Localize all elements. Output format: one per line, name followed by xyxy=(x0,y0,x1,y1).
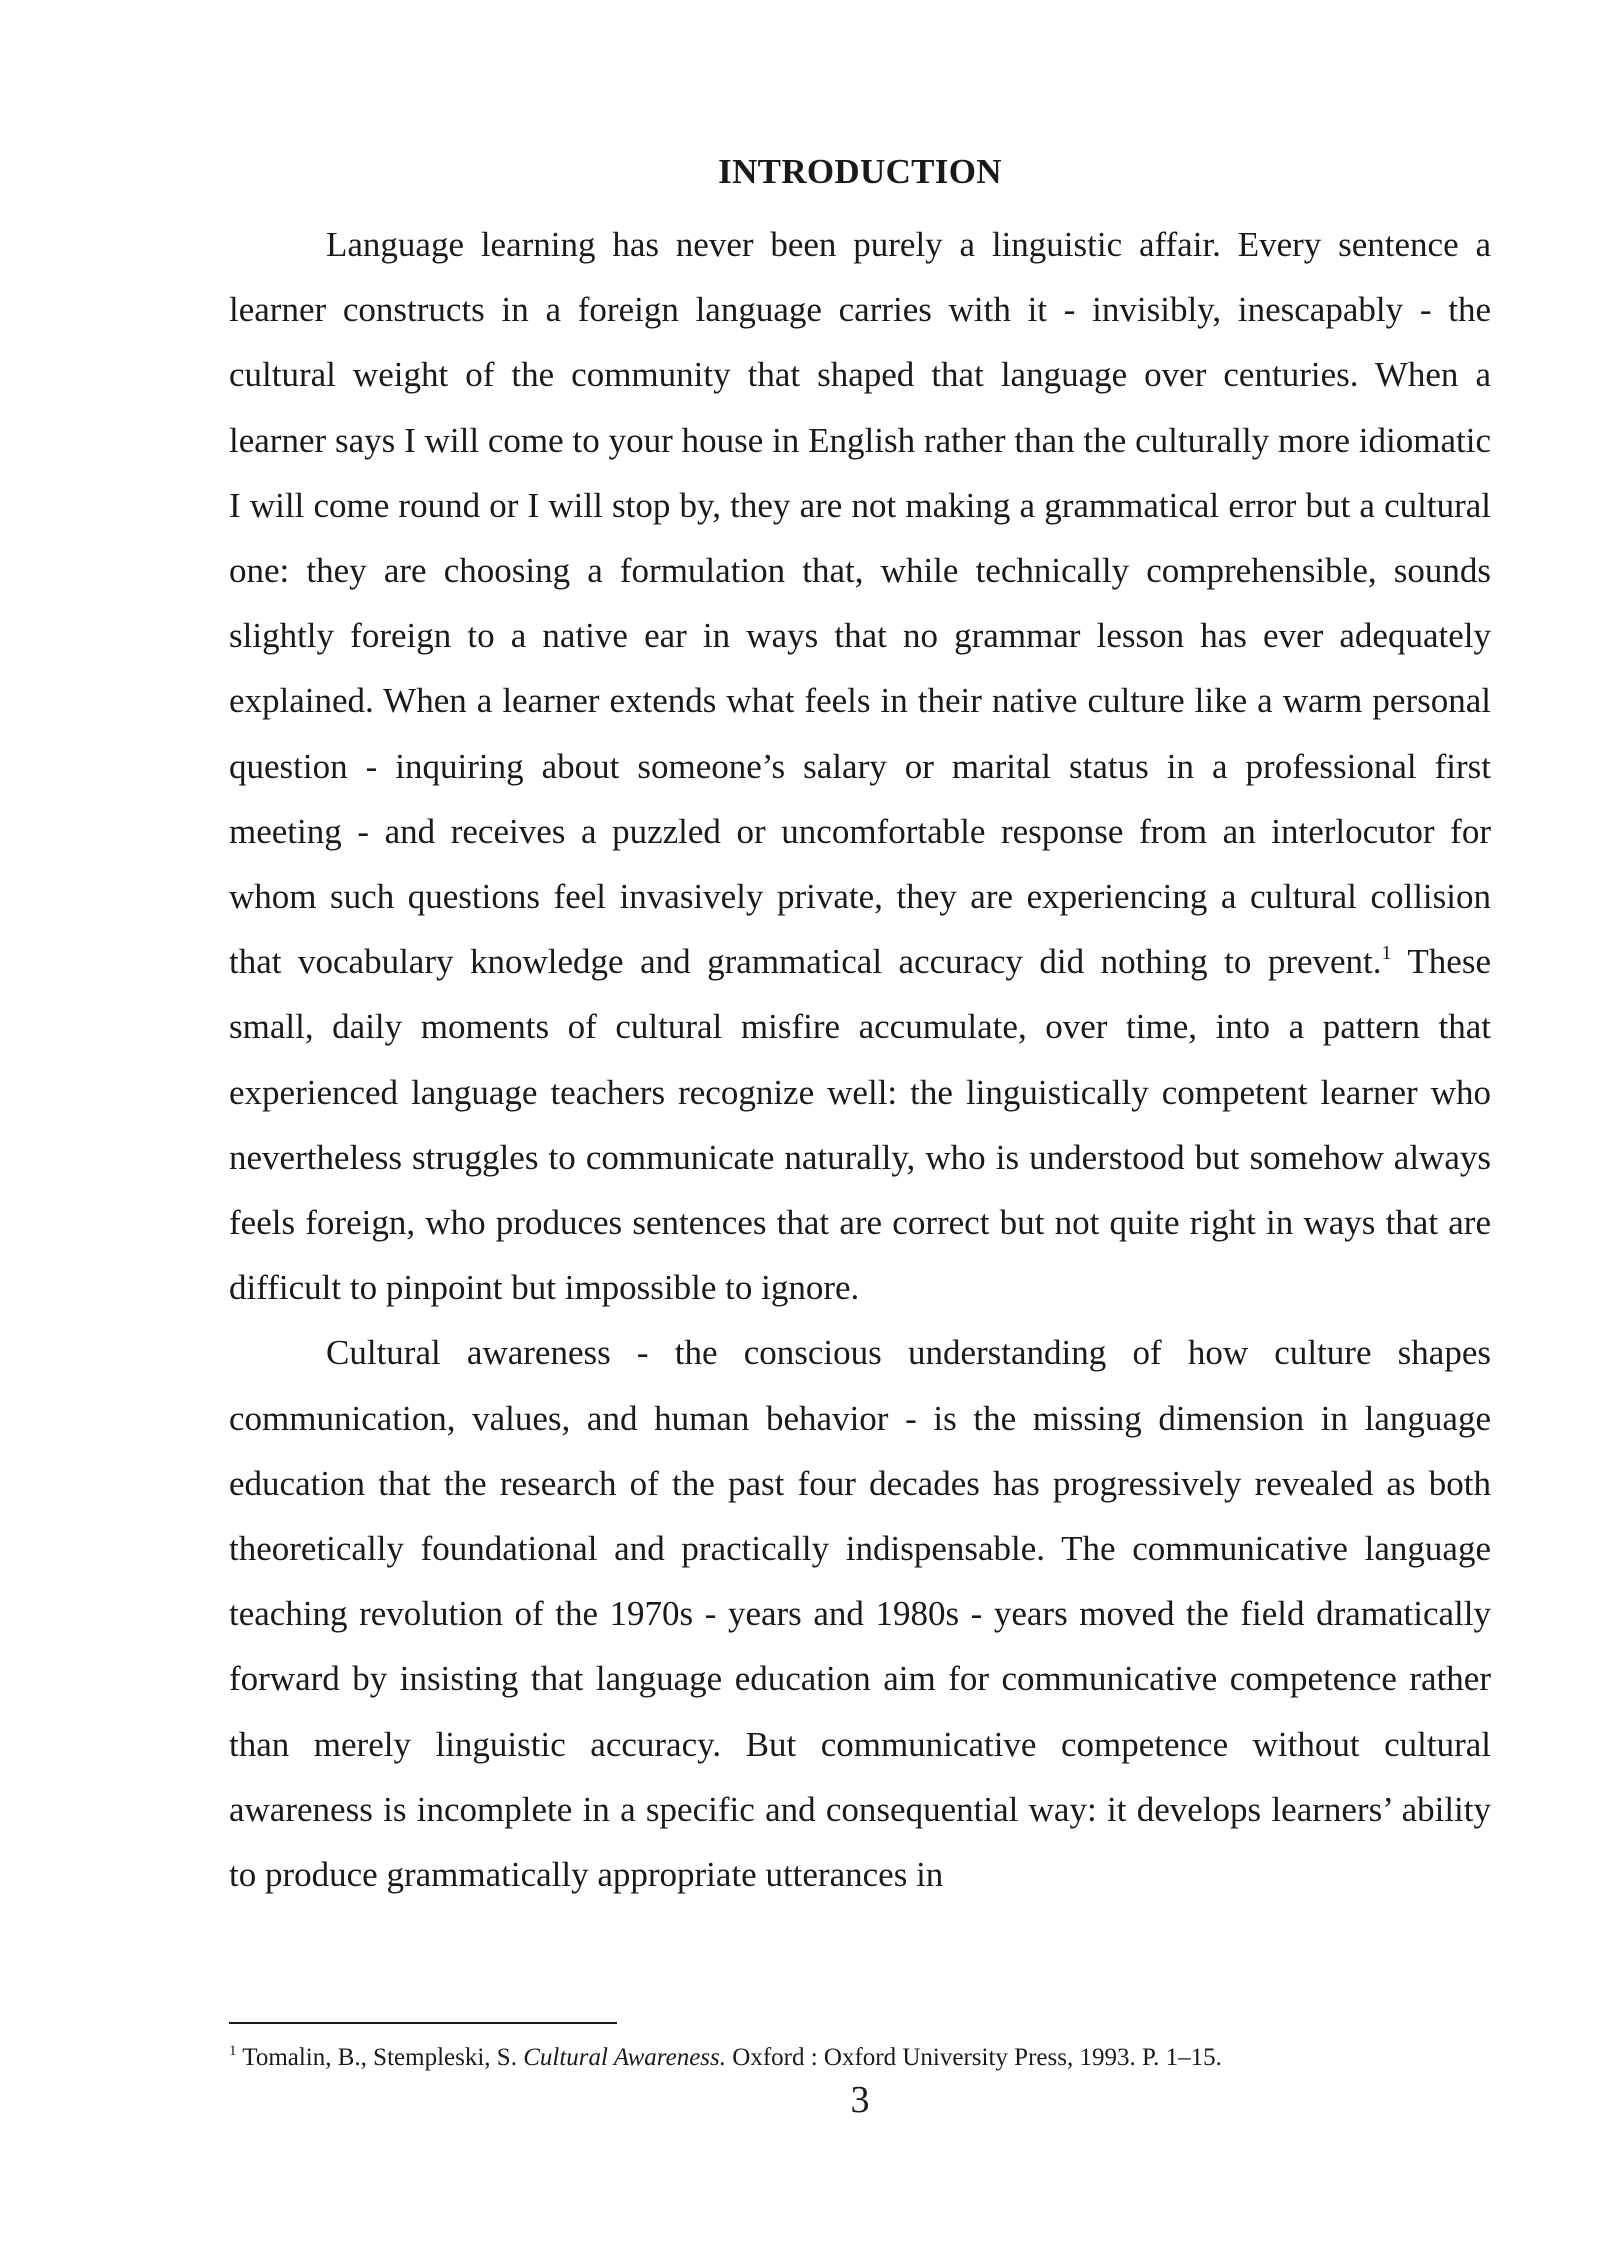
footnote-reference[interactable]: 1 xyxy=(1381,942,1392,965)
footnote xyxy=(229,2042,1491,2074)
paragraph-1 xyxy=(229,212,1491,1320)
paragraph-2: Cultural awareness - the conscious understanding of how culture shapes communication, values, and human behavior - is the missing dimension in language education that the research of the past four decades has progressively revealed as both theoretically foundational and practically indispensable. The communicative language teaching revolution of the 1970s - years and 1980s - years moved the field dramatically forward by insisting that language education aim for communicative competence rather than merely linguistic accuracy. But communicative competence without cultural awareness is incomplete in a specific and consequential way: it develops learners’ ability to produce grammatically appropriate utterances in xyxy=(229,1333,1491,1895)
body-text xyxy=(229,212,1491,1907)
section-heading: INTRODUCTION xyxy=(718,152,1002,191)
footnote-marker: 1 xyxy=(229,2043,237,2059)
footnote-authors: Tomalin, B., Stempleski, S. xyxy=(236,2044,524,2071)
footnote-title: Cultural Awareness. xyxy=(523,2044,727,2071)
paragraph-1-text: Language learning has never been purely a linguistic affair. Every sentence a learner constructs in a foreign language carries with it - invisibly, inescapably - the cultural weight of the community that shaped that language over centuries. When a learner says I will come to your house in English rather than the culturally more idiomatic I will come round or I will stop by, they are not making a grammatical error but a cultural one: they are choosing a formulation that, while technically comprehensible, sounds slightly foreign to a native ear in ways that no grammar lesson has ever adequately explained. When a learner extends what feels in their native culture like a warm personal question - inquiring about someone’s salary or marital status in a professional first meeting - and receives a puzzled or uncomfortable response from an interlocutor for whom such questions feel invasively private, they are experiencing a cultural collision that vocabulary knowledge and grammatical accuracy did nothing to prevent. xyxy=(229,225,1491,982)
page-number: 3 xyxy=(850,2079,870,2121)
paragraph-1-continuation: These small, daily moments of cultural misfire accumulate, over time, into a pattern that experienced language teachers recognize well: the linguistically competent learner who nevertheless struggles to communicate naturally, who is understood but somehow always feels foreign, who produces sentences that are correct but not quite right in ways that are difficult to pinpoint but impossible to ignore. xyxy=(229,942,1491,1308)
footnote-separator xyxy=(229,2022,617,2024)
footnote-details: Oxford : Oxford University Press, 1993. P. 1–15. xyxy=(726,2044,1222,2071)
